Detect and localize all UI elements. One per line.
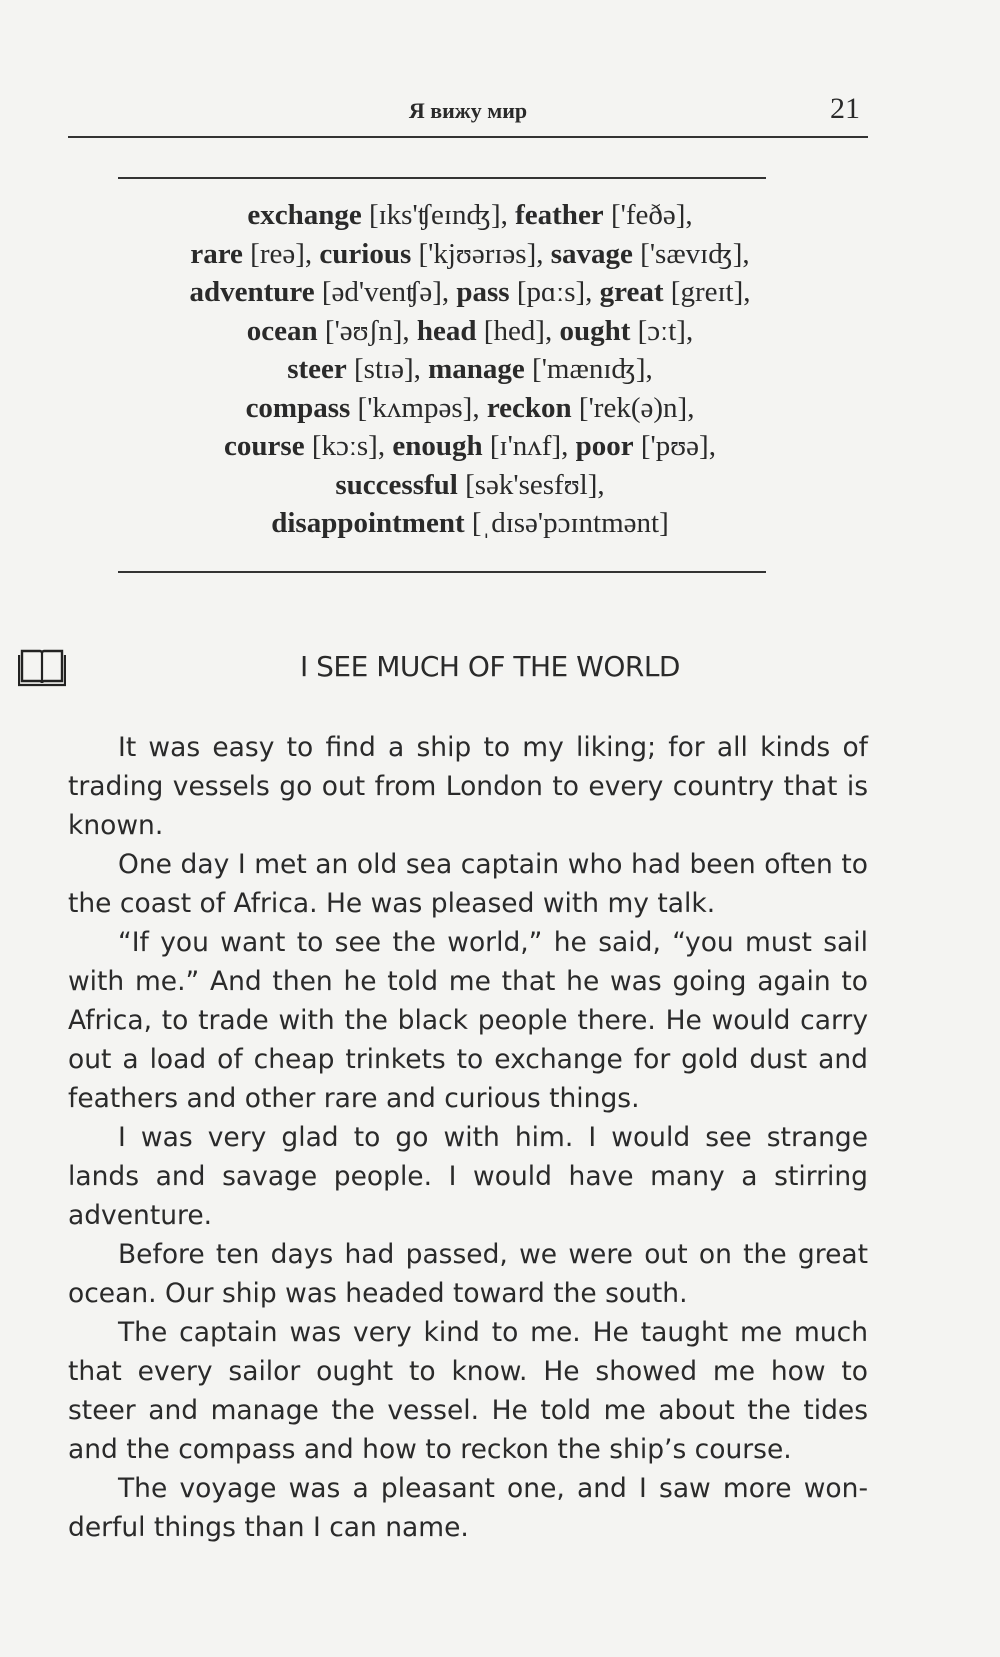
vocab-transcription: [stɪə]	[354, 353, 414, 385]
vocab-transcription: ['feðə]	[610, 199, 686, 231]
open-book-icon	[18, 645, 66, 687]
paragraph: The voyage was a pleasant one, and I saw more wonderful things than I can name.	[68, 1473, 868, 1543]
vocab-line	[110, 389, 830, 428]
vocab-word: exchange	[247, 199, 362, 231]
vocab-word: steer	[287, 353, 347, 385]
vocab-separator: ,	[377, 430, 393, 462]
vocab-transcription: ['kjʊərɪəs]	[418, 237, 537, 270]
vocab-transcription: [ɪks'ʧeɪnʤ]	[368, 199, 501, 231]
page-number: 21	[830, 92, 860, 125]
running-header	[68, 92, 868, 138]
vocab-transcription: ['sævɪʤ]	[640, 237, 743, 270]
vocab-separator: ,	[402, 314, 417, 347]
vocab-word: head	[416, 314, 477, 347]
vocab-transcription: ['rek(ə)n]	[578, 391, 688, 424]
vocab-word: enough	[392, 430, 483, 462]
vocab-line	[110, 504, 830, 543]
vocab-separator: ,	[544, 314, 560, 347]
vocab-word: course	[224, 430, 305, 462]
vocab-word: ocean	[246, 314, 318, 347]
vocabulary-list	[110, 196, 830, 543]
vocab-word: compass	[245, 391, 351, 424]
vocab-separator: ,	[536, 237, 551, 270]
vocab-top-rule	[118, 177, 766, 179]
vocab-line	[110, 273, 830, 312]
story-text	[68, 728, 868, 1547]
vocab-word: pass	[456, 276, 510, 308]
vocab-separator: ,	[304, 237, 320, 270]
vocab-word: curious	[319, 237, 412, 270]
vocab-separator: ,	[597, 468, 605, 501]
vocab-separator: ,	[500, 199, 516, 231]
vocab-line	[110, 196, 830, 235]
vocab-word: reckon	[486, 391, 572, 424]
running-title: Я вижу мир	[408, 98, 528, 123]
vocab-transcription: [kɔːs]	[311, 430, 378, 462]
vocab-separator: ,	[561, 430, 576, 462]
vocab-transcription: ['mænɪʤ]	[532, 353, 646, 385]
vocab-line	[110, 466, 830, 505]
vocab-transcription: [əd'venʧə]	[321, 276, 442, 308]
vocab-transcription: [hed]	[483, 314, 545, 347]
chapter-title: I SEE MUCH OF THE WORLD	[299, 650, 680, 683]
vocab-bottom-rule	[118, 571, 766, 573]
vocab-transcription: [reə]	[250, 237, 305, 270]
vocab-line	[110, 427, 830, 466]
vocab-word: feather	[515, 199, 604, 231]
vocab-word: poor	[575, 430, 634, 462]
vocab-line	[110, 350, 830, 389]
vocab-word: adventure	[189, 276, 315, 308]
vocab-separator: ,	[585, 276, 600, 308]
vocab-separator: ,	[413, 353, 429, 385]
vocab-transcription: [ɔːt]	[637, 314, 686, 347]
vocab-transcription: ['əʊʃn]	[324, 314, 403, 347]
vocab-transcription: [sək'sesfʊl]	[465, 468, 598, 501]
vocab-word: manage	[428, 353, 525, 385]
vocab-transcription: ['pʊə]	[640, 430, 709, 462]
vocab-word: disappointment	[271, 507, 465, 539]
vocab-word: ought	[559, 314, 631, 347]
vocab-word: great	[599, 276, 664, 308]
vocab-separator: ,	[645, 353, 653, 385]
vocab-separator: ,	[687, 391, 695, 424]
vocab-word: rare	[190, 237, 243, 270]
vocab-separator: ,	[742, 237, 750, 270]
paragraph: “If you want to see the world,” he said, “you must sail with me.” And then he told me that he was going again to Africa, to trade with the black people there. He would carry out a load of cheap trinkets to exchange for gold dust and feathers and other rare and curious things.	[68, 927, 868, 1114]
vocab-transcription: ['kʌmpəs]	[357, 391, 473, 424]
vocab-separator: ,	[743, 276, 751, 308]
vocab-transcription: [pɑːs]	[516, 276, 586, 308]
paragraph: The captain was very kind to me. He taught me much that every sailor ought to know. He showed me how to steer and manage the vessel. He told me about the tides and the compass and how to reckon the ship’s course.	[68, 1317, 868, 1465]
paragraph: It was easy to find a ship to my liking; for all kinds of trading vessels go out from London to every country that is known.	[68, 732, 868, 841]
vocab-separator: ,	[472, 391, 487, 424]
vocab-line	[110, 312, 830, 351]
vocab-word: savage	[550, 237, 633, 270]
vocab-separator: ,	[441, 276, 457, 308]
vocab-transcription: [greɪt]	[670, 276, 744, 308]
vocab-separator: ,	[685, 314, 694, 347]
vocab-transcription: [ˌdɪsə'pɔɪntmənt]	[471, 507, 669, 539]
vocab-separator: ,	[685, 199, 693, 231]
vocab-separator: ,	[708, 430, 716, 462]
vocab-line	[110, 235, 830, 274]
vocab-transcription: [ɪ'nʌf]	[489, 430, 562, 462]
vocab-word: successful	[335, 468, 458, 501]
paragraph: One day I met an old sea captain who had been often to the coast of Africa. He was pleased with my talk.	[68, 849, 868, 919]
paragraph: Before ten days had passed, we were out on the great ocean. Our ship was headed toward the south.	[68, 1239, 868, 1309]
paragraph: I was very glad to go with him. I would see strange lands and savage people. I would have many a stirring adventure.	[68, 1122, 868, 1231]
